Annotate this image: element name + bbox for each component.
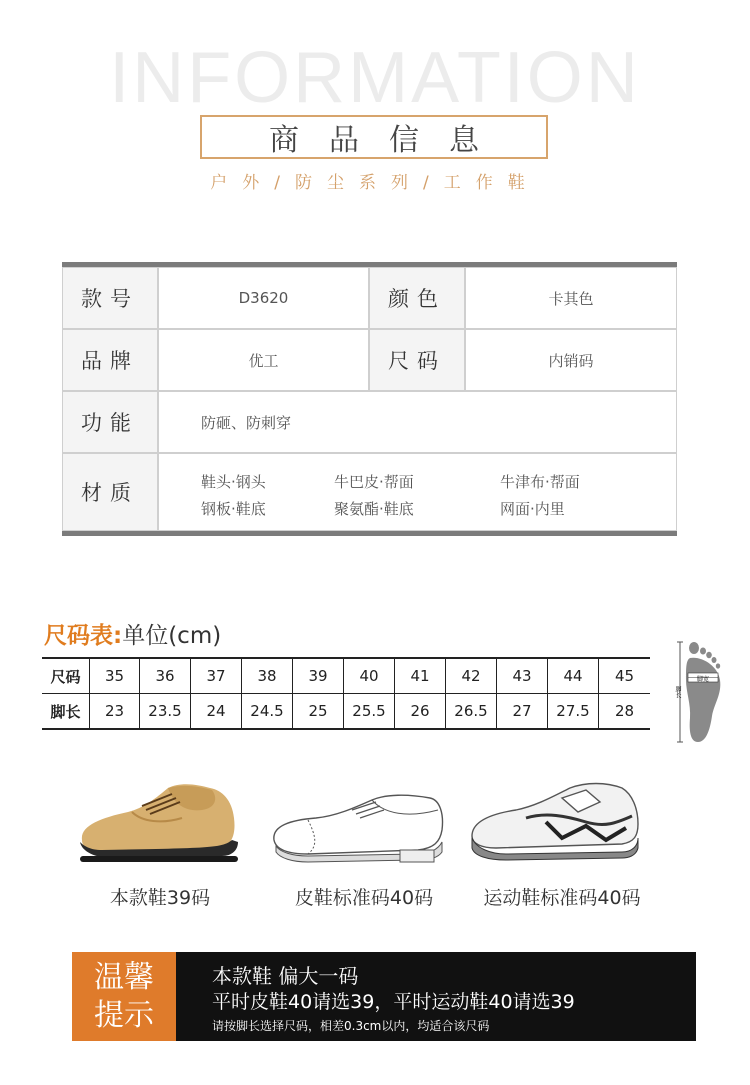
size-value: 内销码 [465,329,677,391]
foot-icon [676,638,726,746]
length-cell: 28 [614,702,635,720]
length-row [42,694,650,728]
model-value: D3620 [158,267,369,329]
length-row-label: 脚长 [42,694,90,728]
tip-label-line2: 提示 [94,997,154,1033]
size-cell: 38 [242,659,293,693]
tip-line-3: 请按脚长选择尺码，相差0.3cm以内，均适合该尺码 [212,1019,490,1033]
function-value: 防砸、防刺穿 [158,391,677,453]
material-item: 鞋头·钢头 [201,473,266,491]
series-subtitle: 户外/防尘系列/工作鞋 [210,173,540,193]
foot-width-label: 脚宽 [697,676,710,683]
size-chart-unit: 单位(cm) [122,623,222,649]
size-cell: 42 [446,659,497,693]
brand-value: 优工 [158,329,369,391]
size-table [42,657,650,730]
foot-measure-diagram [676,638,726,746]
sports-shoe-caption: 运动鞋标准码40码 [483,887,641,909]
size-row-label: 尺码 [42,659,90,693]
length-cell: 27.5 [548,694,599,728]
material-label: 材质 [62,453,158,531]
size-cell: 43 [497,659,548,693]
tip-label [72,952,176,1041]
model-label: 款号 [62,267,158,329]
size-cell: 35 [90,659,140,693]
material-item: 牛津布·帮面 [500,473,580,491]
tip-line-1: 本款鞋 偏大一码 [212,964,359,988]
material-item: 聚氨酯·鞋底 [334,500,414,518]
length-cell: 23.5 [140,694,191,728]
size-cell: 44 [548,659,599,693]
length-cell: 26.5 [446,694,497,728]
length-cell: 26 [395,694,446,728]
this-shoe-caption: 本款鞋39码 [109,887,211,909]
leather-shoe-image [268,790,448,870]
size-chart-title: 尺码表: [44,623,123,649]
work-shoe-image [72,778,242,868]
tip-line-2: 平时皮鞋40请选39，平时运动鞋40请选39 [212,991,575,1013]
size-cell: 36 [140,659,191,693]
size-cell: 40 [344,659,395,693]
length-cell: 25.5 [344,694,395,728]
foot-length-label: 脚长 [674,686,681,698]
size-row [42,659,650,694]
size-cell: 37 [191,659,242,693]
page-title: 商品信息 [269,123,509,158]
size-cell: 45 [614,667,635,685]
brand-label: 品牌 [62,329,158,391]
color-label: 颜色 [369,267,465,329]
background-title: INFORMATION [109,38,641,118]
length-cell: 27 [497,694,548,728]
material-values [158,453,677,531]
material-item: 牛巴皮·帮面 [334,473,414,491]
length-cell: 25 [293,694,344,728]
tip-box [72,952,696,1041]
product-info-table [62,262,677,536]
size-cell: 39 [293,659,344,693]
material-item: 网面·内里 [500,500,565,518]
length-cell: 24 [191,694,242,728]
size-cell: 41 [395,659,446,693]
size-label: 尺码 [369,329,465,391]
length-cell: 23 [90,694,140,728]
length-cell: 24.5 [242,694,293,728]
size-chart-heading [44,617,221,650]
function-label: 功能 [62,391,158,453]
sports-shoe-image [466,778,646,868]
material-item: 钢板·鞋底 [201,500,266,518]
leather-shoe-caption: 皮鞋标准码40码 [294,887,434,909]
page-title-box [200,115,548,159]
tip-label-line1: 温馨 [94,959,154,995]
color-value: 卡其色 [465,267,677,329]
